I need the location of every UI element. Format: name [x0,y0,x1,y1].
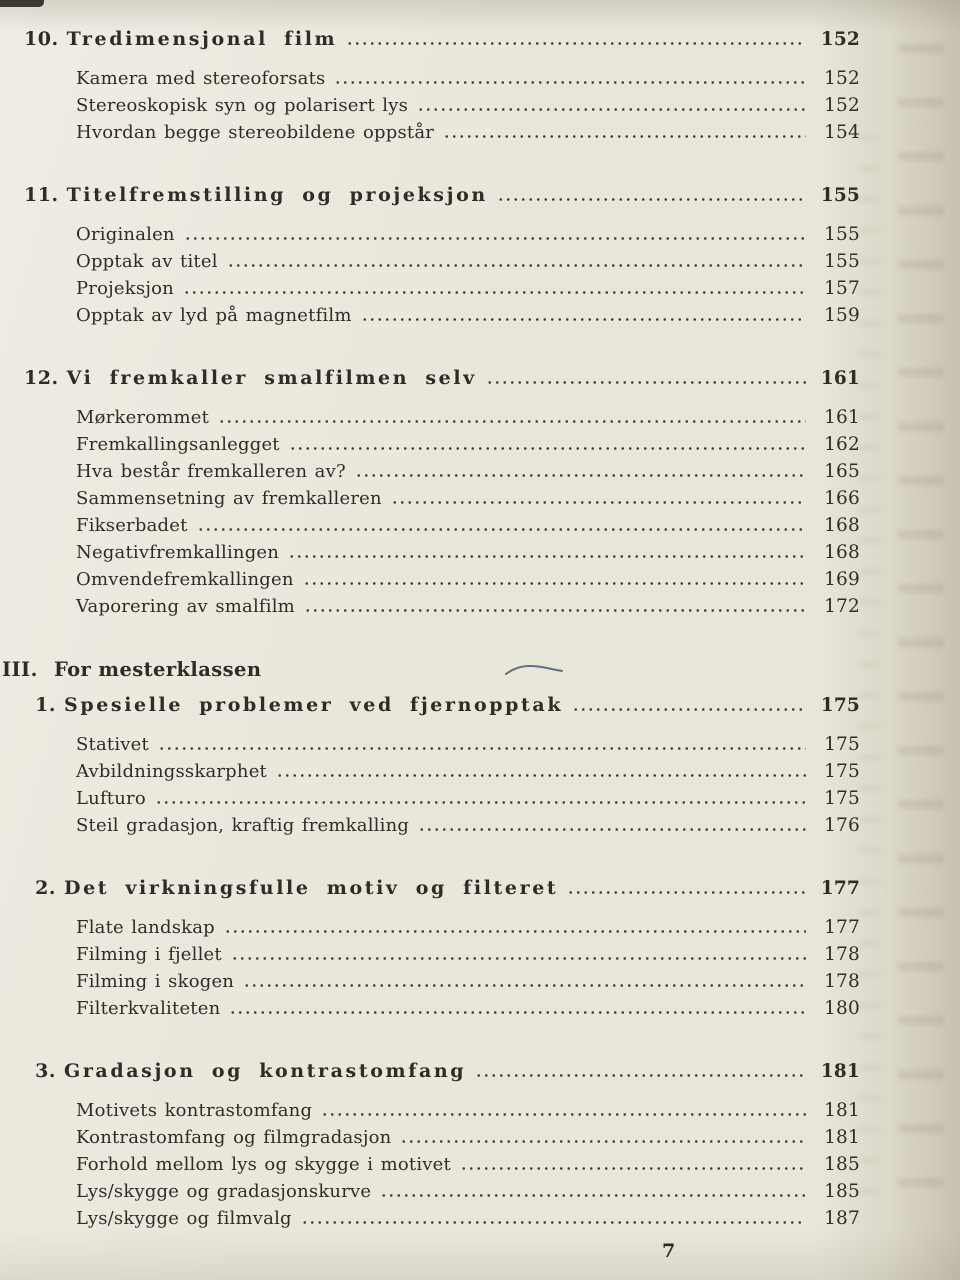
toc-entry [24,995,860,1022]
dot-leader [301,1221,806,1224]
toc-entry [24,968,860,995]
chapter-page-number: 181 [820,1061,860,1082]
entry-page-number: 185 [824,1154,860,1175]
dot-leader [183,291,806,294]
toc-entry [24,1205,860,1232]
toc-entry [24,785,860,812]
entry-title: Opptak av lyd på magnetfilm [76,305,352,326]
chapter-items [24,1097,860,1232]
part-number: III. [2,658,38,681]
pen-mark [503,661,565,681]
chapter-page-number: 161 [820,368,860,389]
toc-entry [24,914,860,941]
chapter-items [24,731,860,839]
toc-chapter [24,182,860,329]
entry-page-number: 155 [824,251,860,272]
toc-entry [24,1124,860,1151]
toc-chapter-heading [24,365,860,392]
toc-entry [24,812,860,839]
entry-title: Kontrastomfang og filmgradasjon [76,1127,392,1148]
toc-chapter-heading [24,26,860,53]
toc-entry [24,92,860,119]
entry-page-number: 180 [824,998,860,1019]
chapter-number: 11. [24,184,59,206]
toc-chapter-heading [24,875,860,902]
entry-title: Steil gradasjon, kraftig fremkalling [76,815,410,836]
chapter-number: 10. [24,28,59,50]
dot-leader [158,747,806,750]
entry-page-number: 176 [824,815,860,836]
toc-part-heading [2,656,860,683]
chapter-items [24,221,860,329]
entry-title: Sammensetning av fremkalleren [76,488,382,509]
entry-page-number: 162 [824,434,860,455]
toc-entry [24,1097,860,1124]
entry-title: Lys/skygge og filmvalg [76,1208,292,1229]
chapter-title: Tredimensjonal film [66,28,338,50]
chapter-page-number: 152 [820,29,860,50]
toc-chapter [24,875,860,1022]
entry-page-number: 165 [824,461,860,482]
toc-entry [24,248,860,275]
toc-chapter [24,26,860,146]
dot-leader [400,1140,806,1143]
chapter-number: 2. [35,877,56,899]
entry-title: Projeksjon [76,278,174,299]
scan-edge-artifact [0,0,44,7]
entry-page-number: 152 [824,95,860,116]
entry-title: Vaporering av smalfilm [76,596,295,617]
entry-title: Hvordan begge stereobildene oppstår [76,122,435,143]
toc-chapter-heading [24,692,860,719]
entry-page-number: 154 [824,122,860,143]
toc-entry [24,485,860,512]
part-title: For mesterklassen [53,658,262,681]
entry-page-number: 181 [824,1127,860,1148]
toc-entry [24,65,860,92]
entry-title: Mørkerommet [76,407,210,428]
toc-entry [24,221,860,248]
entry-page-number: 185 [824,1181,860,1202]
entry-title: Omvendefremkallingen [76,569,294,590]
dot-leader [361,318,806,321]
entry-page-number: 168 [824,542,860,563]
chapter-title: Det virkningsfulle motiv og filteret [64,877,559,899]
entry-title: Flate landskap [76,917,215,938]
dot-leader [497,198,806,201]
dot-leader [391,501,806,504]
dot-leader [475,1074,806,1077]
dot-leader [197,528,806,531]
toc-chapter [24,1058,860,1232]
toc-chapter-heading [24,182,860,209]
page-number: 7 [662,1240,676,1262]
entry-title: Kamera med stereoforsats [76,68,326,89]
dot-leader [304,609,806,612]
dot-leader [567,891,806,894]
entry-page-number: 166 [824,488,860,509]
toc-entry [24,758,860,785]
dot-leader [218,420,806,423]
dot-leader [443,135,806,138]
entry-page-number: 155 [824,224,860,245]
dot-leader [460,1167,806,1170]
entry-title: Originalen [76,224,175,245]
entry-title: Filming i skogen [76,971,235,992]
chapter-number: 12. [24,367,59,389]
entry-page-number: 172 [824,596,860,617]
chapter-page-number: 177 [820,878,860,899]
entry-title: Fremkallingsanlegget [76,434,280,455]
chapter-items [24,65,860,146]
entry-page-number: 175 [824,788,860,809]
entry-title: Filming i fjellet [76,944,222,965]
chapter-page-number: 155 [820,185,860,206]
entry-page-number: 175 [824,734,860,755]
dot-leader [303,582,806,585]
chapter-number: 1. [35,694,56,716]
chapter-items [24,914,860,1022]
entry-page-number: 159 [824,305,860,326]
toc-entry [24,431,860,458]
toc-entry [24,458,860,485]
dot-leader [184,237,806,240]
dot-leader [288,555,806,558]
chapter-number: 3. [35,1060,56,1082]
toc-chapter [24,692,860,839]
dot-leader [155,801,806,804]
entry-title: Forhold mellom lys og skygge i motivet [76,1154,451,1175]
dot-leader [231,957,806,960]
entry-page-number: 161 [824,407,860,428]
toc-entry [24,119,860,146]
entry-title: Hva består fremkalleren av? [76,461,346,482]
toc-chapter [24,365,860,620]
dot-leader [334,81,806,84]
dot-leader [224,930,806,933]
toc-entry [24,731,860,758]
toc-entry [24,512,860,539]
entry-page-number: 169 [824,569,860,590]
dot-leader [276,774,806,777]
chapter-title: Spesielle problemer ved fjernopptak [64,694,564,716]
toc-entry [24,1178,860,1205]
entry-page-number: 181 [824,1100,860,1121]
chapter-title: Titelfremstilling og projeksjon [66,184,488,206]
dot-leader [572,708,806,711]
dot-leader [243,984,806,987]
dot-leader [486,381,806,384]
dot-leader [380,1194,806,1197]
entry-page-number: 175 [824,761,860,782]
chapter-title: Vi fremkaller smalfilmen selv [66,367,477,389]
entry-title: Motivets kontrastomfang [76,1100,313,1121]
chapter-items [24,404,860,620]
reverse-side-showthrough [858,44,944,1214]
toc-entry [24,1151,860,1178]
toc-entry [24,593,860,620]
entry-title: Lufturo [76,788,146,809]
entry-title: Avbildningsskarphet [76,761,267,782]
entry-page-number: 177 [824,917,860,938]
entry-page-number: 168 [824,515,860,536]
toc-entry [24,302,860,329]
entry-page-number: 187 [824,1208,860,1229]
entry-title: Negativfremkallingen [76,542,280,563]
entry-title: Stativet [76,734,149,755]
entry-page-number: 157 [824,278,860,299]
entry-page-number: 178 [824,944,860,965]
entry-title: Stereoskopisk syn og polarisert lys [76,95,409,116]
dot-leader [229,1011,806,1014]
entry-title: Lys/skygge og gradasjonskurve [76,1181,372,1202]
toc-entry [24,539,860,566]
chapter-title: Gradasjon og kontrastomfang [64,1060,467,1082]
chapter-page-number: 175 [820,695,860,716]
dot-leader [417,108,806,111]
dot-leader [227,264,806,267]
entry-page-number: 152 [824,68,860,89]
dot-leader [321,1113,806,1116]
dot-leader [346,42,806,45]
dot-leader [355,474,806,477]
toc-entry [24,566,860,593]
entry-title: Filterkvaliteten [76,998,221,1019]
toc-entry [24,275,860,302]
entry-page-number: 178 [824,971,860,992]
toc-entry [24,404,860,431]
table-of-contents [2,26,860,1268]
toc-chapter-heading [24,1058,860,1085]
entry-title: Fikserbadet [76,515,188,536]
dot-leader [289,447,806,450]
dot-leader [418,828,806,831]
toc-entry [24,941,860,968]
entry-title: Opptak av titel [76,251,218,272]
